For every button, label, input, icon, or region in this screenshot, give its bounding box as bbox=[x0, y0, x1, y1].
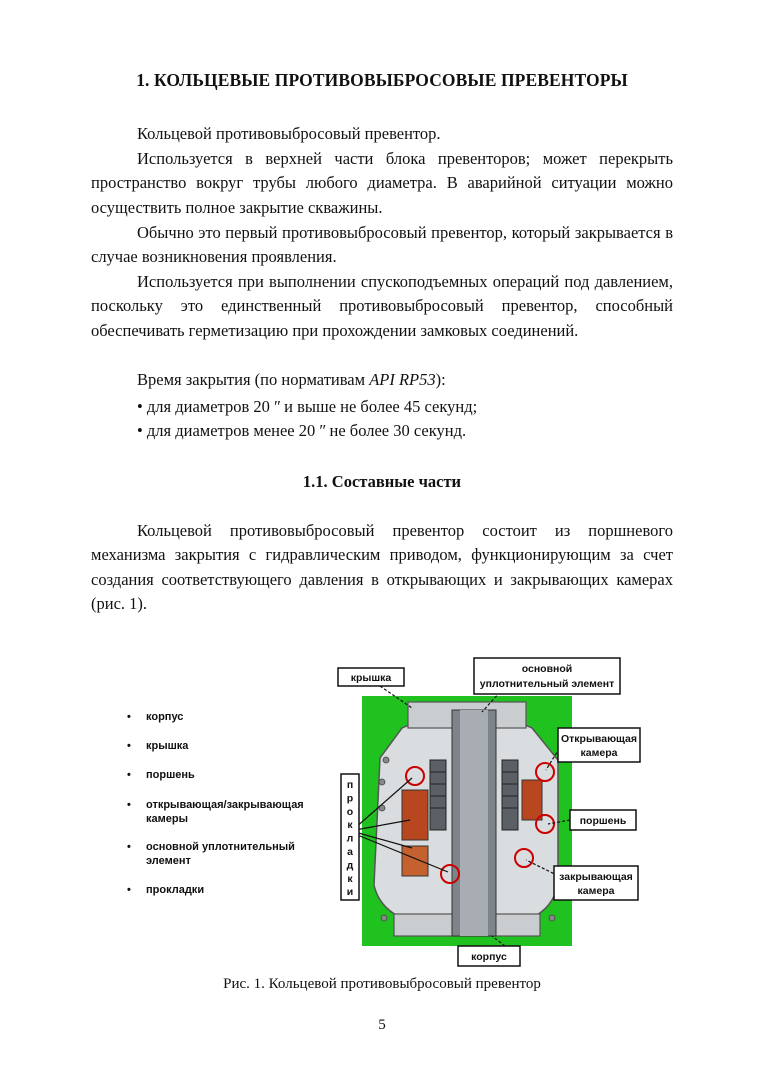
component-bullet: • bbox=[127, 711, 131, 723]
label-gaskets bbox=[347, 779, 354, 898]
opening-chamber-right bbox=[522, 780, 542, 820]
subsection-heading: 1.1. Составные части bbox=[302, 472, 462, 491]
closing-time-prefix: Время закрытия (по нормативам bbox=[137, 370, 370, 389]
label-gaskets-letter: л bbox=[346, 832, 354, 845]
label-gaskets-letter: о bbox=[346, 805, 354, 818]
component-seal-1: основной уплотнительный bbox=[146, 841, 295, 853]
component-gaskets: прокладки bbox=[146, 884, 205, 896]
component-bullet: • bbox=[127, 884, 131, 896]
label-gaskets-letter: и bbox=[346, 886, 354, 899]
label-gaskets-letter: к bbox=[347, 819, 353, 832]
component-body: корпус bbox=[146, 711, 184, 723]
opening-chamber-left bbox=[402, 790, 428, 840]
label-cover: крышка bbox=[350, 672, 392, 684]
closing-time-suffix: ): bbox=[435, 370, 446, 389]
paragraph-usage: Используется в верхней части блока превенторов; может перекрыть пространство вокруг трубы любого диаметра. В аварийной ситуации можно осуществить полное закрытие скважины. bbox=[91, 149, 673, 217]
label-gaskets-letter: п bbox=[346, 779, 354, 791]
page-number: 5 bbox=[378, 1017, 386, 1033]
closing-time-standard: API RP53 bbox=[369, 370, 436, 389]
label-gaskets-letter: а bbox=[347, 846, 353, 858]
label-open-chamber-1: Открывающая bbox=[560, 733, 638, 745]
label-piston: поршень bbox=[579, 815, 627, 827]
component-bullet: • bbox=[127, 740, 131, 752]
paragraph-intro: Кольцевой противовыбросовый превентор. bbox=[137, 124, 441, 143]
component-bullet: • bbox=[127, 769, 131, 781]
label-main-seal-2: уплотнительный элемент bbox=[479, 678, 615, 690]
label-body: корпус bbox=[471, 951, 507, 963]
closing-chamber-left bbox=[402, 846, 428, 876]
component-seal-2: элемент bbox=[146, 855, 191, 867]
component-cover: крышка bbox=[146, 740, 189, 752]
component-bullet: • bbox=[127, 799, 131, 811]
bullet-item: • для диаметров менее 20 ʺ не более 30 секунд. bbox=[137, 421, 467, 440]
paragraph-first-preventer: Обычно это первый противовыбросовый превентор, который закрывается в случае возникновения проявления. bbox=[91, 223, 673, 267]
label-close-chamber-2: камера bbox=[577, 885, 615, 897]
label-main-seal-1: основной bbox=[521, 663, 573, 675]
preventer-body bbox=[374, 702, 558, 936]
paragraph-components: Кольцевой противовыбросовый превентор состоит из поршневого механизма закрытия с гидравлическим приводом, функционирующим за счет создания соответствующего давления в открывающих и закрывающих камерах (рис. 1). bbox=[91, 521, 673, 614]
paragraph-closing-time bbox=[91, 368, 673, 392]
bullet-item: • для диаметров 20 ʺ и выше не более 45 секунд; bbox=[137, 397, 478, 416]
label-gaskets-letter: д bbox=[346, 859, 354, 872]
preventer-figure bbox=[112, 650, 652, 974]
label-gaskets-letter: р bbox=[346, 792, 354, 805]
component-chambers-2: камеры bbox=[146, 813, 188, 825]
figure-caption: Рис. 1. Кольцевой противовыбросовый превентор bbox=[223, 976, 541, 992]
section-heading: 1. КОЛЬЦЕВЫЕ ПРОТИВОВЫБРОСОВЫЕ ПРЕВЕНТОРЫ bbox=[136, 70, 628, 90]
component-piston: поршень bbox=[146, 769, 195, 781]
component-bullet: • bbox=[127, 841, 131, 853]
label-open-chamber-2: камера bbox=[580, 747, 618, 759]
component-list bbox=[127, 711, 304, 896]
label-close-chamber-1: закрывающая bbox=[559, 871, 633, 883]
component-chambers-1: открывающая/закрывающая bbox=[146, 799, 304, 811]
paragraph-tripping: Используется при выполнении спускоподъемных операций под давлением, поскольку это единственный противовыбросовый превентор, способный обеспечивать герметизацию при прохождении замковых соединений. bbox=[91, 272, 673, 340]
label-gaskets-letter: к bbox=[347, 872, 353, 885]
